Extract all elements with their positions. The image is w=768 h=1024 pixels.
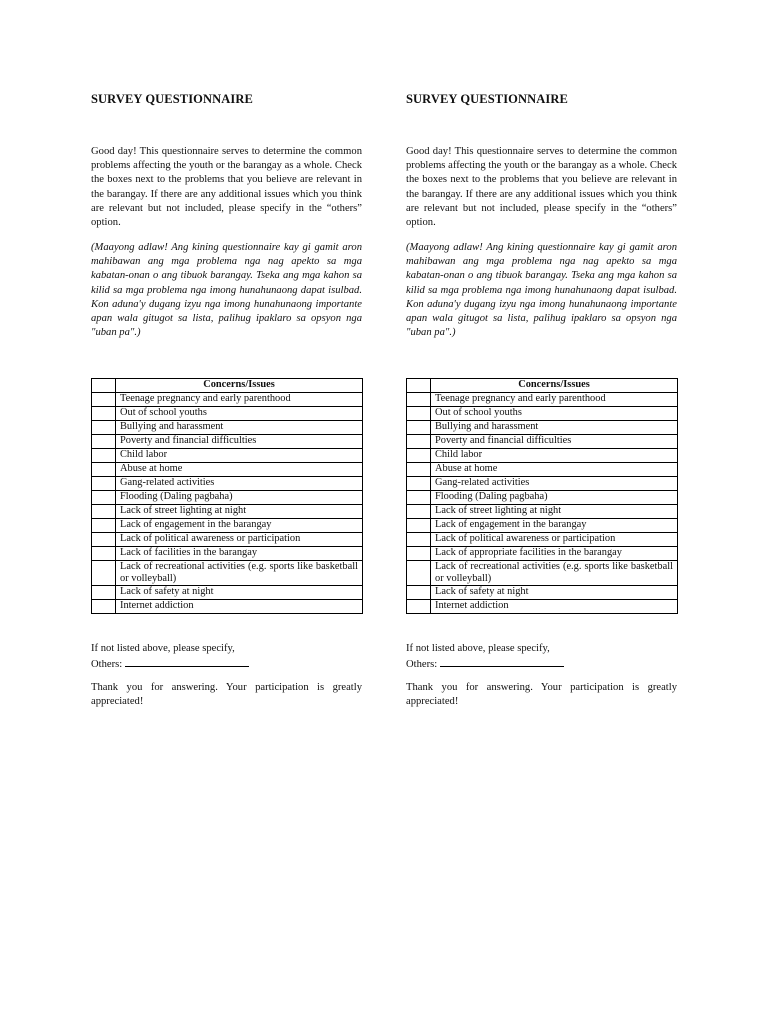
table-header-row [92,379,363,393]
checkbox-cell[interactable] [407,393,431,407]
concern-label: Out of school youths [431,407,678,421]
concerns-table [406,378,678,614]
intro-paragraph: Good day! This questionnaire serves to determine the common problems affecting the youth or the barangay as a whole. Check the boxes next to the problems that you believe are relevant in the barangay. If there are any additional issues which you think are relevant but not included, please specify in the “others” option. [406,146,677,229]
checkbox-cell[interactable] [92,491,116,505]
concern-label: Gang-related activities [116,477,363,491]
others-label: Others: [91,659,123,671]
table-row [92,463,363,477]
table-row [407,421,678,435]
checkbox-cell[interactable] [407,547,431,561]
page-title: SURVEY QUESTIONNAIRE [406,92,568,106]
concern-label: Child labor [116,449,363,463]
concern-label: Internet addiction [431,600,678,614]
intro-paragraph: Good day! This questionnaire serves to determine the common problems affecting the youth or the barangay as a whole. Check the boxes next to the problems that you believe are relevant in the barangay. If there are any additional issues which you think are relevant but not included, please specify in the “others” option. [91,146,362,229]
concern-label: Poverty and financial difficulties [431,435,678,449]
table-row [92,407,363,421]
page-title: SURVEY QUESTIONNAIRE [91,92,253,106]
checkbox-cell[interactable] [92,586,116,600]
intro-paragraph-cebuano: (Maayong adlaw! Ang kining questionnaire kay gi gamit aron mahibawan ang mga problema nga nag apekto sa mga kabatan-onan o ang tibuok barangay. Tseka ang mga kahon sa kilid sa mga problema nga imong hunahunaong dapat isulbad. Kon aduna'y dugang izyu nga imong hunahunaong importante apan wala gitugot sa lista, palihug ipaklaro sa opsyon nga "uban pa".) [406,242,677,339]
checkbox-cell[interactable] [407,505,431,519]
checkbox-cell[interactable] [92,505,116,519]
table-row [407,533,678,547]
checkbox-cell[interactable] [92,477,116,491]
concerns-table [91,378,363,614]
table-row [407,393,678,407]
table-row [407,449,678,463]
checkbox-cell[interactable] [407,463,431,477]
checkbox-cell[interactable] [92,600,116,614]
concern-label: Poverty and financial difficulties [116,435,363,449]
concern-label: Lack of recreational activities (e.g. sports like basketball or volleyball) [116,561,363,586]
checkbox-column-header [407,379,431,393]
others-input-line[interactable] [440,656,564,667]
concern-label: Child labor [431,449,678,463]
checkbox-cell[interactable] [92,533,116,547]
concerns-column-header: Concerns/Issues [431,379,678,393]
table-row [407,477,678,491]
concern-label: Lack of engagement in the barangay [116,519,363,533]
thank-you-note: Thank you for answering. Your participation is greatly appreciated! [91,682,362,708]
table-row [407,505,678,519]
thank-you-note: Thank you for answering. Your participation is greatly appreciated! [406,682,677,708]
table-row [92,491,363,505]
table-row [407,586,678,600]
intro-paragraph-cebuano: (Maayong adlaw! Ang kining questionnaire kay gi gamit aron mahibawan ang mga problema nga nag apekto sa mga kabatan-onan o ang tibuok barangay. Tseka ang mga kahon sa kilid sa mga problema nga imong hunahunaong dapat isulbad. Kon aduna'y dugang izyu nga imong hunahunaong importante apan wala gitugot sa lista, palihug ipaklaro sa opsyon nga "uban pa".) [91,242,362,339]
table-row [407,435,678,449]
checkbox-cell[interactable] [92,393,116,407]
concern-label: Gang-related activities [431,477,678,491]
table-row [92,393,363,407]
concern-label: Abuse at home [116,463,363,477]
checkbox-cell[interactable] [407,407,431,421]
concern-label: Lack of appropriate facilities in the barangay [431,547,678,561]
checkbox-cell[interactable] [92,421,116,435]
checkbox-cell[interactable] [92,449,116,463]
checkbox-cell[interactable] [407,435,431,449]
concern-label: Bullying and harassment [431,421,678,435]
checkbox-cell[interactable] [92,407,116,421]
table-header-row [407,379,678,393]
table-row [407,519,678,533]
checkbox-cell[interactable] [407,519,431,533]
concern-label: Flooding (Daling pagbaha) [431,491,678,505]
table-row [92,547,363,561]
concern-label: Out of school youths [116,407,363,421]
checkbox-cell[interactable] [92,519,116,533]
checkbox-cell[interactable] [407,561,431,586]
concern-label: Lack of political awareness or participation [431,533,678,547]
table-row [92,600,363,614]
table-row [92,449,363,463]
specify-prompt: If not listed above, please specify, [406,643,550,654]
checkbox-column-header [92,379,116,393]
concern-label: Internet addiction [116,600,363,614]
checkbox-cell[interactable] [92,435,116,449]
others-label: Others: [406,659,438,671]
checkbox-cell[interactable] [92,561,116,586]
table-row [92,435,363,449]
table-row [92,586,363,600]
checkbox-cell[interactable] [407,421,431,435]
checkbox-cell[interactable] [407,477,431,491]
others-input-line[interactable] [125,656,249,667]
specify-section [91,642,362,672]
concern-label: Flooding (Daling pagbaha) [116,491,363,505]
concern-label: Lack of recreational activities (e.g. sports like basketball or volleyball) [431,561,678,586]
table-row [407,561,678,586]
table-row [92,519,363,533]
checkbox-cell[interactable] [407,491,431,505]
concerns-column-header: Concerns/Issues [116,379,363,393]
concern-label: Bullying and harassment [116,421,363,435]
concern-label: Teenage pregnancy and early parenthood [116,393,363,407]
checkbox-cell[interactable] [407,600,431,614]
concern-label: Lack of street lighting at night [431,505,678,519]
concern-label: Lack of safety at night [431,586,678,600]
table-row [92,477,363,491]
concern-label: Teenage pregnancy and early parenthood [431,393,678,407]
concern-label: Lack of political awareness or participation [116,533,363,547]
concern-label: Lack of facilities in the barangay [116,547,363,561]
specify-section [406,642,677,672]
checkbox-cell[interactable] [92,463,116,477]
table-row [407,463,678,477]
table-row [92,561,363,586]
checkbox-cell[interactable] [92,547,116,561]
table-row [407,491,678,505]
concern-label: Lack of street lighting at night [116,505,363,519]
concern-label: Lack of engagement in the barangay [431,519,678,533]
concern-label: Lack of safety at night [116,586,363,600]
checkbox-cell[interactable] [407,533,431,547]
table-row [92,421,363,435]
table-row [407,407,678,421]
checkbox-cell[interactable] [407,586,431,600]
table-row [407,600,678,614]
specify-prompt: If not listed above, please specify, [91,643,235,654]
table-row [407,547,678,561]
table-row [92,505,363,519]
concern-label: Abuse at home [431,463,678,477]
checkbox-cell[interactable] [407,449,431,463]
table-row [92,533,363,547]
